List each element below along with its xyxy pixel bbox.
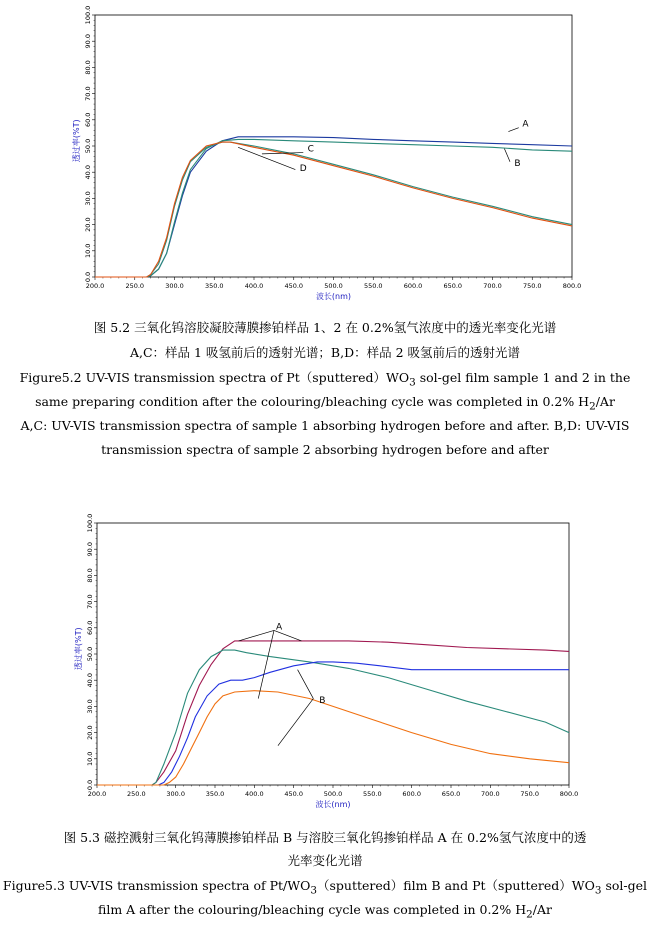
y-tick-label: 90.0 [84,33,92,49]
annotation-leader-A [508,128,518,132]
series-B-line [97,662,569,785]
y-tick-label: 40.0 [86,672,94,688]
x-tick-label: 400.0 [245,790,264,798]
series-D-line [95,142,572,277]
x-tick-label: 250.0 [127,790,146,798]
y-tick-label: 20.0 [86,725,94,740]
annotation-A: A [276,622,283,633]
y-tick-label: 60.0 [84,112,92,128]
fig1-caption-en-2: same preparing condition after the colouring/bleaching cycle was completed in 0.2% $H_2/Ar$ [35,394,615,413]
annotation-C: C [307,144,314,155]
x-tick-label: 550.0 [363,790,382,798]
x-tick-label: 750.0 [520,790,539,798]
x-tick-label: 350.0 [205,790,225,798]
y-tick-label: 50.0 [84,138,92,154]
y-tick-label: 80.0 [84,60,92,75]
x-tick-label: 200.0 [85,282,105,290]
x-tick-label: 800.0 [559,790,579,798]
x-axis-label: 波长(nm) [315,800,351,809]
annotation-leader-B [504,149,510,162]
x-tick-label: 650.0 [443,282,463,290]
x-tick-label: 300.0 [166,790,185,798]
fig1-caption-en-1: Figure5.2 UV-VIS transmission spectra of $Pt(sputtered)WO_3$ sol-gel film sample 1 and 2 in the [19,370,631,389]
x-tick-label: 400.0 [244,282,264,290]
y-tick-label: 90.0 [86,541,94,557]
fig2-caption-en-2: film A after the colouring/bleaching cycle was completed in 0.2% $H_2/Ar$ [98,902,552,921]
y-tick-label: 100.0 [84,5,92,25]
y-tick-label: 50.0 [86,646,94,662]
x-tick-label: 450.0 [284,790,303,798]
y-tick-label: 40.0 [84,164,92,180]
y-tick-label: 70.0 [84,86,92,101]
x-tick-label: 800.0 [562,282,582,290]
annotation-leader-B [298,670,314,699]
x-axis-label: 波长(nm) [315,292,352,301]
series-A-line [95,137,572,277]
y-tick-label: 0.0 [84,271,92,283]
annotation-A: A [522,119,529,130]
fig2-caption-en-1: Figure5.3 UV-VIS transmission spectra of $Pt/WO_3(sputtered)film$ B and $Pt(sputtered)WO_3$ sol-gel [2,878,648,897]
x-tick-label: 200.0 [87,790,107,798]
y-tick-label: 10.0 [86,751,94,767]
fig2-caption-cn-1: 图 5.3 磁控溅射三氧化钨薄膜掺铂样品 B 与溶胶三氧化钨掺铂样品 A 在 0.2%氢气浓度中的透 [63,830,587,845]
annotation-leader-B [278,699,313,746]
y-tick-label: 20.0 [84,217,92,232]
y-tick-label: 0.0 [86,779,94,791]
x-tick-label: 550.0 [363,282,383,290]
y-tick-label: 100.0 [86,513,94,533]
y-tick-label: 10.0 [84,243,92,259]
fig2-caption-cn-2: 光率变化光谱 [287,853,363,868]
fig1-caption-en-3: A,C: UV-VIS transmission spectra of sample 1 absorbing hydrogen before and after. B,D: UV-VIS [20,418,630,433]
x-tick-label: 450.0 [284,282,304,290]
annotation-B: B [514,158,521,169]
x-tick-label: 350.0 [204,282,224,290]
annotation-D: D [299,164,307,175]
y-axis-label: 透过率(%T) [74,627,83,671]
x-tick-label: 600.0 [402,790,421,798]
y-tick-label: 30.0 [86,699,94,714]
fig1-caption-cn-2: A,C：样品 1 吸氢前后的透射光谱；B,D：样品 2 吸氢前后的透射光谱 [129,345,521,360]
x-tick-label: 700.0 [483,282,502,290]
y-axis-label: 透过率(%T) [72,119,81,163]
x-tick-label: 300.0 [165,282,184,290]
x-tick-label: 250.0 [125,282,145,290]
x-tick-label: 750.0 [522,282,542,290]
x-tick-label: 600.0 [403,282,423,290]
plot-frame-2 [97,523,569,785]
annotation-B: B [319,695,326,706]
y-tick-label: 30.0 [84,191,92,206]
annotation-leader-D [238,147,295,169]
fig1-caption-en-4: transmission spectra of sample 2 absorbing hydrogen before and after [101,442,549,457]
x-tick-label: 650.0 [441,790,461,798]
y-tick-label: 60.0 [86,620,94,636]
series-A-line [97,641,569,785]
y-tick-label: 80.0 [86,568,94,583]
x-tick-label: 500.0 [324,282,343,290]
series-B-line [97,691,569,785]
x-tick-label: 500.0 [323,790,343,798]
annotation-leader-A [239,630,274,640]
x-tick-label: 700.0 [481,790,500,798]
y-tick-label: 70.0 [86,594,94,609]
fig1-caption-cn: 图 5.2 三氧化钨溶胶凝胶薄膜掺铂样品 1、2 在 0.2%氢气浓度中的透光率变化光谱 [93,320,557,335]
